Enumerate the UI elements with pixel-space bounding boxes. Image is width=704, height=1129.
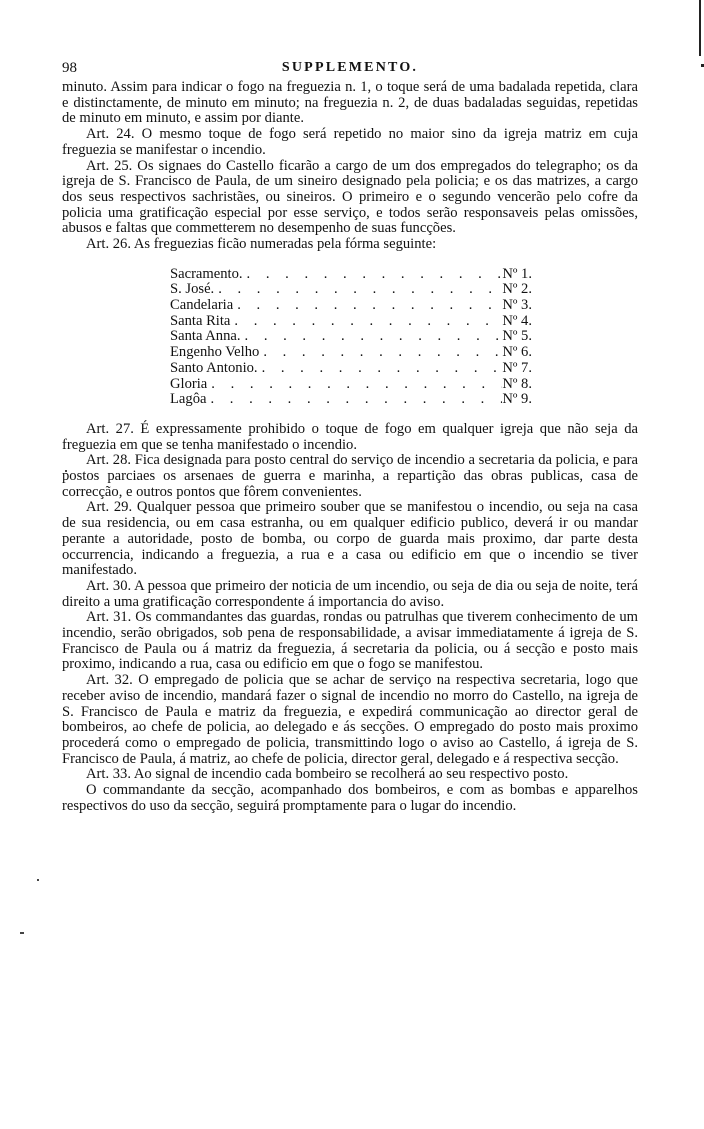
freguezias-list [170, 267, 532, 408]
freguezia-number: Nº 6. [502, 344, 532, 361]
freguezia-number: Nº 8. [502, 375, 532, 392]
freguezia-name: Gloria [170, 375, 208, 392]
leader-dots [206, 392, 502, 408]
freguezia-number: Nº 5. [502, 328, 532, 345]
list-item [170, 267, 532, 283]
freguezia-name: Santa Rita [170, 312, 231, 329]
freguezia-name: Candelaria [170, 297, 234, 314]
freguezia-number: Nº 3. [502, 297, 532, 314]
leader-dots [241, 329, 503, 345]
article-33: Art. 33. Ao signal de incendio cada bombeiro se recolherá ao seu respectivo posto. [86, 766, 569, 783]
list-item [170, 314, 532, 330]
freguezia-name: Engenho Velho [170, 344, 260, 361]
leader-dots [230, 314, 502, 330]
paragraphs-after-list [62, 422, 638, 815]
freguezia-number: Nº 4. [502, 312, 532, 329]
article-25: Art. 25. Os signaes do Castello ficarão a cargo de um dos empregados do telegrapho; os da igreja de S. Francisco de Paula, de um sineiro designado pela policia; e os das matrizes, a cargo dos seus respectivos sachristães, ou sineiros. O primeiro e o segundo vencerão pelo cofre da policia uma gratificação especial por esse serviço, e todos serão responsaveis pelas omissões, abusos e faltas que commetterem no desempenho de suas funcções. [62, 157, 638, 237]
article-31: Art. 31. Os commandantes das guardas, rondas ou patrulhas que tiverem conhecimento de um incendio, serão obrigados, sob pena de responsabilidade, a avisar immediatamente á igreja de S. Francisco de Paula ou á matriz da freguezia, á secretaria da policia, ou á secção e posto mais proximo, indicando a rua, casa ou edificio em que o fogo se manifestou. [62, 609, 638, 673]
article-26: Art. 26. As freguezias ficão numeradas pela fórma seguinte: [86, 236, 437, 253]
list-item [170, 282, 532, 298]
list-item [170, 329, 532, 345]
list-item [170, 345, 532, 361]
page-edge-line [699, 0, 701, 56]
leader-dots [207, 377, 502, 393]
freguezia-name: Santo Antonio. [170, 359, 258, 376]
list-item [170, 392, 532, 408]
article-24: Art. 24. O mesmo toque de fogo será repetido no maior sino da igreja matriz em cuja freguezia se manifestar o incendio. [62, 126, 638, 158]
leader-dots [259, 345, 502, 361]
scan-speck [20, 932, 24, 934]
leader-dots [258, 361, 503, 377]
leader-dots [243, 267, 503, 283]
freguezia-number: Nº 2. [502, 281, 532, 298]
freguezia-number: Nº 7. [502, 359, 532, 376]
freguezia-name: Lagôa [170, 391, 207, 408]
leader-dots [233, 298, 502, 314]
scan-speck [37, 879, 39, 881]
freguezia-name: Sacramento. [170, 265, 243, 282]
paragraph: minuto. Assim para indicar o fogo na freguezia n. 1, o toque será de uma badalada repetida, clara e distinctamente, de minuto em minuto; na freguezia n. 2, de duas badaladas seguidas, repetidas de minuto em minuto, e assim por diante. [62, 79, 638, 127]
article-32: Art. 32. O empregado de policia que se achar de serviço na respectiva secretaria, logo que receber aviso de incendio, mandará fazer o signal de incendio no morro do Castello, na igreja de S. Francisco de Paula e matriz da freguezia, e expedirá communicação ao director geral de bombeiros, ao chefe de policia, ao delegado e ás secções. O empregado do posto mais proximo procederá como o empregado de policia, transmittindo logo o aviso ao Castello, á igreja de S. Francisco de Paula, á matriz, ao chefe de policia, director geral, delegado e á respectiva secção. [62, 672, 638, 767]
paragraphs-before-list [62, 80, 638, 253]
article-29: Art. 29. Qualquer pessoa que primeiro souber que se manifestou o incendio, ou seja na casa de sua residencia, ou em casa estranha, ou em qualquer edificio publico, deverá ir ou mandar perante a autoridade, posto de bomba, ou corpo de guarda mais proximo, dar parte desta occurrencia, indicando a freguezia, a rua e a casa ou edificio em que o incendio se tiver manifestado. [62, 499, 638, 579]
paragraph-commandante: O commandante da secção, acompanhado dos bombeiros, e com as bombas e apparelhos respectivos do uso da secção, seguirá promptamente para o lugar do incendio. [62, 782, 638, 814]
article-28: Art. 28. Fica designada para posto central do serviço de incendio a secretaria da policia, e para postos parciaes os arsenaes de guerra e marinha, a repartição das obras publicas, casa de correcção, e outros pontos que fôrem convenientes. [62, 452, 638, 500]
list-item [170, 361, 532, 377]
list-item [170, 377, 532, 393]
leader-dots [214, 282, 502, 298]
freguezia-number: Nº 1. [502, 265, 532, 282]
freguezia-name: Santa Anna. [170, 328, 241, 345]
freguezia-name: S. José. [170, 281, 215, 298]
freguezia-number: Nº 9. [502, 391, 532, 408]
page-header [62, 60, 638, 78]
running-head: SUPPLEMENTO. [281, 60, 419, 75]
article-30: Art. 30. A pessoa que primeiro der noticia de um incendio, ou seja de dia ou seja de noite, terá direito a uma gratificação correspondente á importancia do aviso. [62, 577, 638, 610]
article-27: Art. 27. É expressamente prohibido o toque de fogo em qualquer igreja que não seja da freguezia em que se tenha manifestado o incendio. [62, 420, 638, 453]
page-number: 98 [62, 60, 77, 76]
list-item [170, 298, 532, 314]
page-body [62, 80, 638, 815]
